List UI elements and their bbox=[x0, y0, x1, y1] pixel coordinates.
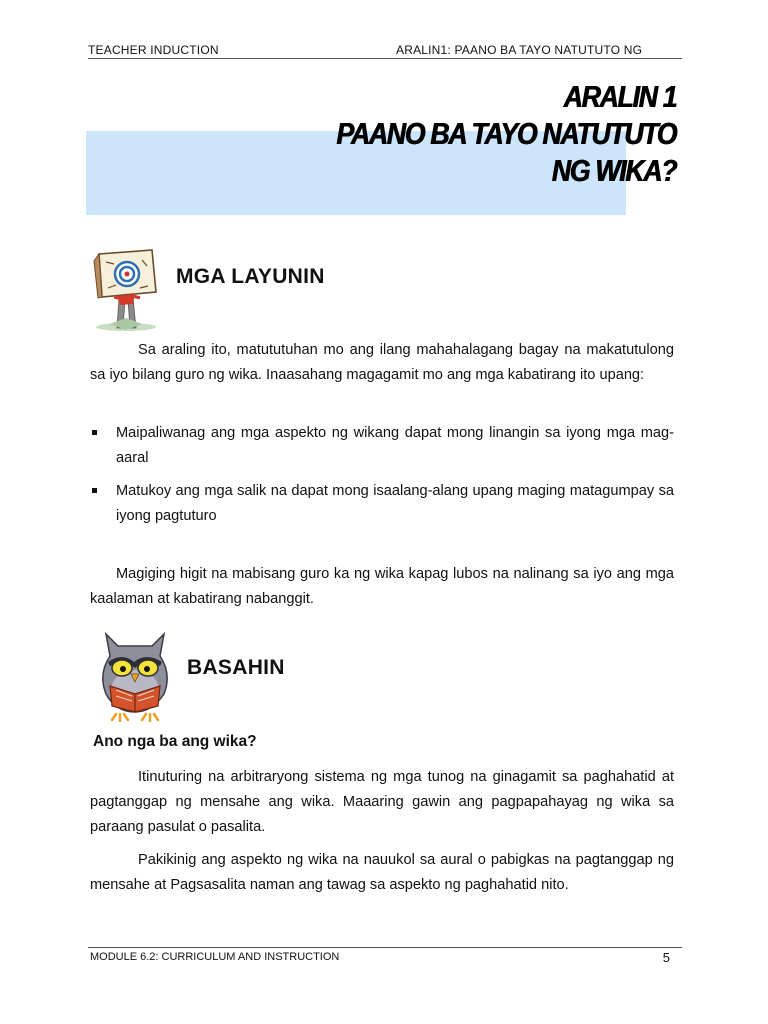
header-right-text: ARALIN1: PAANO BA TAYO NATUTUTO NG bbox=[396, 43, 643, 57]
target-sign-icon bbox=[92, 248, 162, 332]
basahin-paragraph-1 bbox=[90, 765, 674, 840]
layunin-intro-text: Sa araling ito, matututuhan mo ang ilang mahahalagang bagay na makatutulong sa iyo bilang guro ng wika. Inaasahang magagamit mo ang mga kabatirang ito upang: bbox=[90, 342, 674, 383]
basahin-paragraph-2 bbox=[90, 848, 674, 898]
page-header bbox=[88, 42, 682, 59]
basahin-paragraph-1-text: Itinuturing na arbitraryong sistema ng mga tunog na ginagamit sa paghahatid at pagtanggap ng mensahe ang wika. Maaaring gawin ang pagpapahayag ng wika sa paraang pasulat o pasalita. bbox=[90, 769, 674, 835]
list-item bbox=[90, 421, 674, 471]
bullet-square-icon bbox=[92, 488, 97, 493]
basahin-paragraph-2-text: Pakikinig ang aspekto ng wika na nauukol sa aural o pabigkas na pagtanggap ng mensahe at Pagsasalita naman ang tawag sa aspekto ng paghahatid nito. bbox=[90, 852, 674, 893]
page-footer bbox=[88, 947, 682, 968]
lesson-title bbox=[336, 78, 676, 189]
header-left-text: TEACHER INDUCTION bbox=[88, 43, 219, 57]
title-line-3: NG WIKA? bbox=[551, 153, 676, 188]
owl-reading-icon bbox=[92, 630, 180, 722]
bullet-text: Matukoy ang mga salik na dapat mong isaalang-alang upang maging matagumpay sa iyong pagtuturo bbox=[116, 483, 674, 524]
basahin-heading: BASAHIN bbox=[187, 656, 285, 679]
page-number: 5 bbox=[662, 950, 670, 965]
layunin-heading: MGA LAYUNIN bbox=[176, 265, 325, 288]
layunin-bullet-list bbox=[90, 421, 674, 537]
list-item bbox=[90, 479, 674, 529]
title-line-1: ARALIN 1 bbox=[563, 79, 676, 114]
layunin-closing-text: Magiging higit na mabisang guro ka ng wika kapag lubos na nalinang sa iyo ang mga kaalaman at kabatirang nabanggit. bbox=[90, 566, 674, 607]
bullet-text: Maipaliwanag ang mga aspekto ng wikang dapat mong linangin sa iyong mga mag-aaral bbox=[116, 425, 674, 466]
layunin-closing bbox=[90, 562, 674, 612]
basahin-subheading: Ano nga ba ang wika? bbox=[93, 733, 257, 750]
bullet-square-icon bbox=[92, 430, 97, 435]
title-line-2: PAANO BA TAYO NATUTUTO bbox=[336, 116, 676, 151]
layunin-intro bbox=[90, 338, 674, 388]
footer-module-text: MODULE 6.2: CURRICULUM AND INSTRUCTION bbox=[90, 951, 340, 963]
